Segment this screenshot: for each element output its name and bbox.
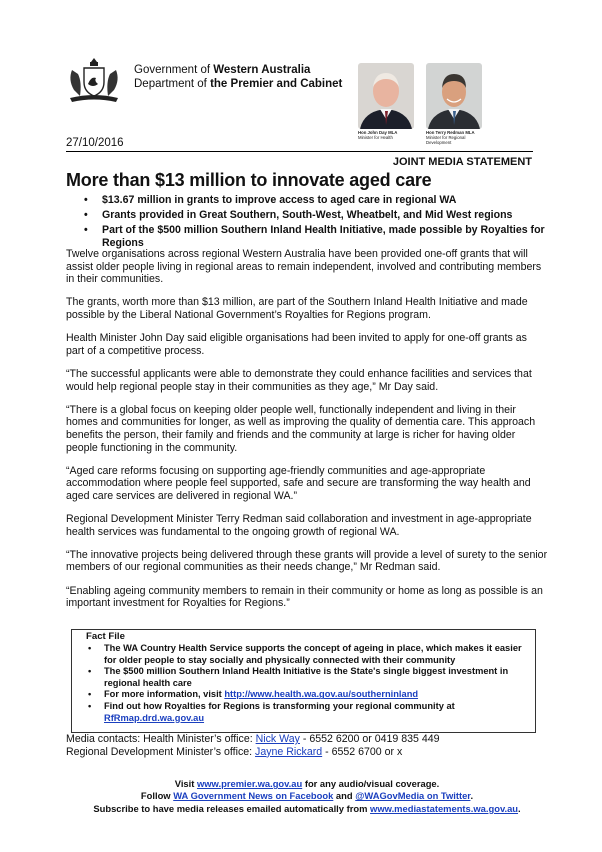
gov-prefix: Government of xyxy=(134,64,214,76)
contact-phone: - 6552 6200 or 0419 835 449 xyxy=(299,733,440,745)
media-statements-link[interactable]: www.mediastatements.wa.gov.au xyxy=(370,802,519,814)
page-footer xyxy=(66,778,548,815)
dept-prefix: Department of xyxy=(134,78,211,90)
minister-name: Hon John Day MLA xyxy=(358,130,398,135)
summary-bullets xyxy=(80,194,550,252)
footer-text: Subscribe to have media releases emailed automatically from xyxy=(93,802,371,814)
footer-text: . xyxy=(470,790,474,802)
minister-caption-2 xyxy=(426,130,488,145)
rfr-map-link[interactable]: RfRmap.drd.wa.gov.au xyxy=(104,712,205,723)
body-paragraph: Twelve organisations across regional Western Australia have been provided one-off grants that will assist older people living in regional areas to remain independent, involved and contributing members in their communities. xyxy=(66,248,542,286)
contact-phone: - 6552 6700 or x xyxy=(322,745,403,758)
body-paragraph: “The successful applicants were able to demonstrate they could enhance facilities and services that would help regional people stay in their communities as they age,” Mr Day said. xyxy=(66,367,532,393)
header-divider xyxy=(66,151,533,152)
minister-photo-john-day xyxy=(358,63,414,129)
footer-text: . xyxy=(518,802,521,814)
fact-text: For more information, visit xyxy=(104,689,225,700)
fact-text: Find out how Royalties for Regions is transforming your regional community at xyxy=(104,700,455,711)
contact-link-nick-way[interactable]: Nick Way xyxy=(255,733,300,745)
fact-file-list xyxy=(82,643,529,724)
list-item: • The $500 million Southern Inland Health Initiative is the State's single biggest investment in regional health care xyxy=(82,666,529,689)
article-body xyxy=(66,248,548,620)
minister-role: Minister for Regional Development xyxy=(426,135,466,145)
body-paragraph: “Enabling ageing community members to remain in their community or home as long as possible is an important investment for Royalties for Regions.” xyxy=(66,584,543,610)
minister-role: Minister for Health xyxy=(358,135,393,140)
footer-text: for any audio/visual coverage. xyxy=(302,778,440,789)
body-paragraph: “The innovative projects being delivered through these grants will provide a level of surety to the senior members of our regional communities as their needs change,” Mr Redman said. xyxy=(66,548,548,574)
list-item xyxy=(82,689,529,701)
page-title: More than $13 million to innovate aged care xyxy=(66,170,432,190)
release-date: 27/10/2016 xyxy=(66,137,124,149)
fact-file-box xyxy=(71,629,536,733)
minister-photo-terry-redman xyxy=(426,63,482,129)
gov-name: Western Australia xyxy=(213,64,311,76)
list-item: • $13.67 million in grants to improve access to aged care in regional WA xyxy=(80,194,550,207)
facebook-link[interactable]: WA Government News on Facebook xyxy=(173,790,334,802)
footer-text: Follow xyxy=(140,790,174,802)
footer-text: and xyxy=(333,790,356,802)
list-item xyxy=(82,701,529,724)
body-paragraph: “There is a global focus on keeping older people well, functionally independent and living in their homes and communities for longer, as well as improving the quality of dementia care. This approach benefits the person, their family and friends and the community at large is richer for having older people functioning in the community. xyxy=(66,403,536,454)
contact-label: Regional Development Minister’s office: xyxy=(66,745,256,758)
wa-coat-of-arms-icon xyxy=(64,56,124,106)
body-paragraph: “Aged care reforms focusing on supporting age-friendly communities and age-appropriate accommodation where people feel supported, safe and secure are transforming the way health and aged care services are delivered in regional WA.” xyxy=(66,464,531,502)
list-item: • The WA Country Health Service supports the concept of ageing in place, which makes it easier for older people to stay socially and physically connected with their community xyxy=(82,643,529,666)
statement-type: JOINT MEDIA STATEMENT xyxy=(392,156,532,168)
minister-name: Hon Terry Redman MLA xyxy=(426,130,475,135)
list-item: • Part of the $500 million Southern Inland Health Initiative, made possible by Royalties for Regions xyxy=(80,224,550,250)
dept-name: the Premier and Cabinet xyxy=(210,78,343,90)
contact-label: Media contacts: Health Minister’s office: xyxy=(66,733,256,745)
body-paragraph: Health Minister John Day said eligible organisations had been invited to apply for one-off grants as part of a competitive process. xyxy=(66,332,527,357)
body-paragraph: The grants, worth more than $13 million, are part of the Southern Inland Health Initiative and made possible by the Liberal National Government’s Royalties for Regions program. xyxy=(66,296,528,321)
media-contacts xyxy=(66,733,440,758)
health-initiative-link[interactable]: http://www.health.wa.gov.au/southerninland xyxy=(224,689,419,700)
body-paragraph: Regional Development Minister Terry Redman said collaboration and investment in age-appropriate health services was fundamental to the ongoing growth of regional WA. xyxy=(66,513,532,538)
minister-caption-1 xyxy=(358,130,420,140)
fact-file-heading: Fact File xyxy=(86,631,125,642)
government-masthead xyxy=(134,63,342,91)
list-item: • Grants provided in Great Southern, South-West, Wheatbelt, and Mid West regions xyxy=(80,209,550,222)
contact-link-jayne-rickard[interactable]: Jayne Rickard xyxy=(255,745,323,758)
twitter-link[interactable]: @WAGovMedia on Twitter xyxy=(355,790,471,802)
footer-text: Visit xyxy=(174,778,197,789)
premier-website-link[interactable]: www.premier.wa.gov.au xyxy=(196,778,303,789)
